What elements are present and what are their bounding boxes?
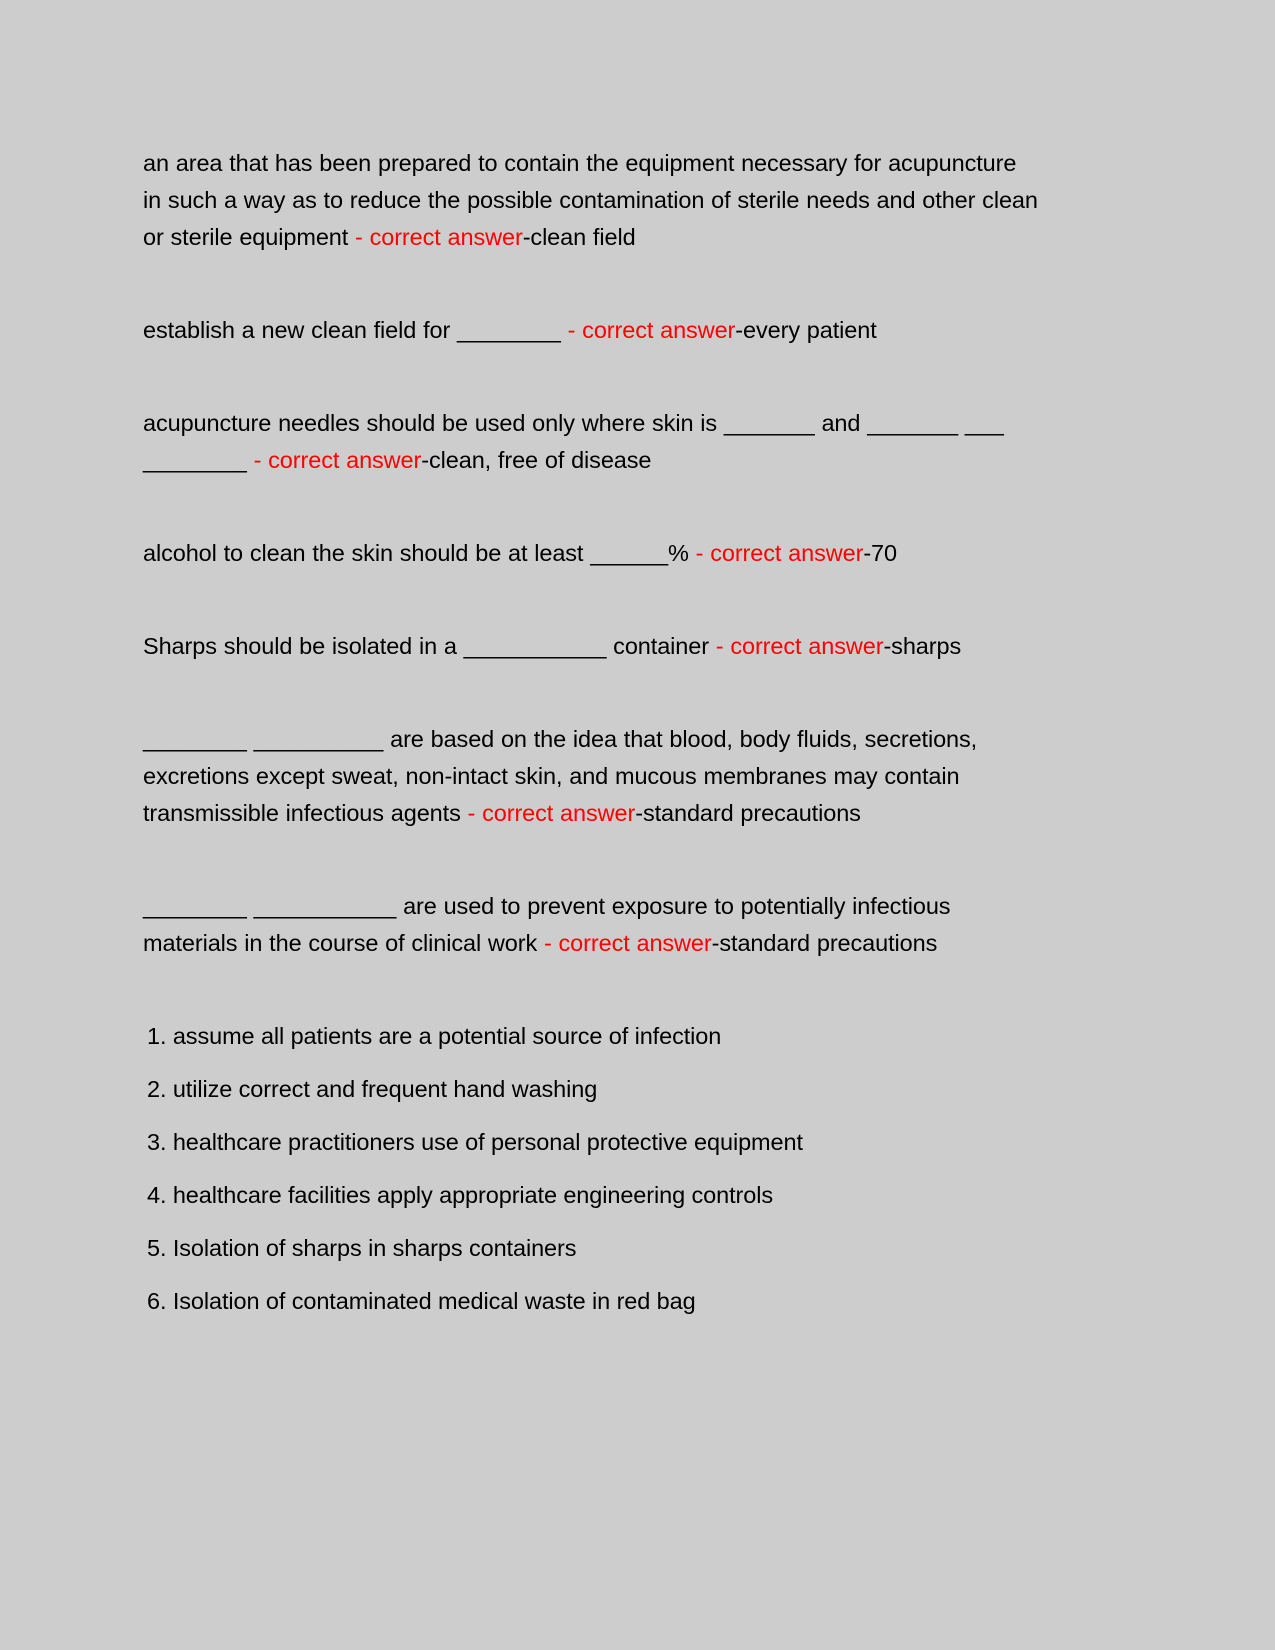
answer-text: -clean, free of disease: [421, 447, 652, 473]
list-item: 5. Isolation of sharps in sharps containers: [147, 1235, 577, 1261]
question-text: alcohol to clean the skin should be at least ______%: [143, 540, 696, 566]
qa-item-clean-field: [143, 145, 1038, 256]
question-text: ________ ___________ are used to prevent exposure to potentially infectious materials in the course of clinical work: [143, 893, 951, 956]
correct-answer-marker: - correct answer: [695, 540, 864, 566]
answer-text: -every patient: [735, 317, 877, 343]
answer-text: -sharps: [883, 633, 962, 659]
correct-answer-marker: - correct answer: [355, 224, 523, 250]
answer-text: -70: [863, 540, 897, 566]
page-bottom-margin: [143, 1336, 1135, 1576]
question-text: ________ __________ are based on the idea that blood, body fluids, secretions, excretions except sweat, non-intact skin, and mucous membranes may contain transmissible infectious agents: [143, 726, 978, 826]
qa-item-clean-free-of-disease: [143, 405, 1038, 479]
correct-answer-marker: - correct answer: [253, 447, 422, 473]
list-item: 6. Isolation of contaminated medical waste in red bag: [147, 1288, 696, 1314]
question-text: Sharps should be isolated in a ___________ container: [143, 633, 716, 659]
list-item: 2. utilize correct and frequent hand washing: [147, 1076, 598, 1102]
numbered-list: [143, 1018, 1135, 1320]
correct-answer-marker: - correct answer: [715, 633, 884, 659]
list-item: 1. assume all patients are a potential source of infection: [147, 1023, 722, 1049]
list-item: 4. healthcare facilities apply appropriate engineering controls: [147, 1182, 773, 1208]
question-text: establish a new clean field for ________: [143, 317, 568, 343]
qa-item-standard-precautions-exposure: [143, 888, 1043, 962]
qa-item-alcohol-percentage: [143, 535, 1038, 572]
correct-answer-marker: - correct answer: [567, 317, 736, 343]
list-item: 3. healthcare practitioners use of personal protective equipment: [147, 1129, 803, 1155]
correct-answer-marker: - correct answer: [467, 800, 636, 826]
qa-item-every-patient: [143, 312, 1038, 349]
answer-text: -clean field: [522, 224, 636, 250]
qa-item-standard-precautions-idea: [143, 721, 1043, 832]
question-text: an area that has been prepared to contain the equipment necessary for acupuncture in such a way as to reduce the possible contamination of sterile needs and other clean or sterile equipment: [143, 150, 1038, 250]
qa-item-sharps-container: [143, 628, 1038, 665]
correct-answer-marker: - correct answer: [543, 930, 712, 956]
answer-text: -standard precautions: [635, 800, 861, 826]
question-text: acupuncture needles should be used only where skin is _______ and _______ ___ ________: [143, 410, 1004, 473]
answer-text: -standard precautions: [711, 930, 938, 956]
